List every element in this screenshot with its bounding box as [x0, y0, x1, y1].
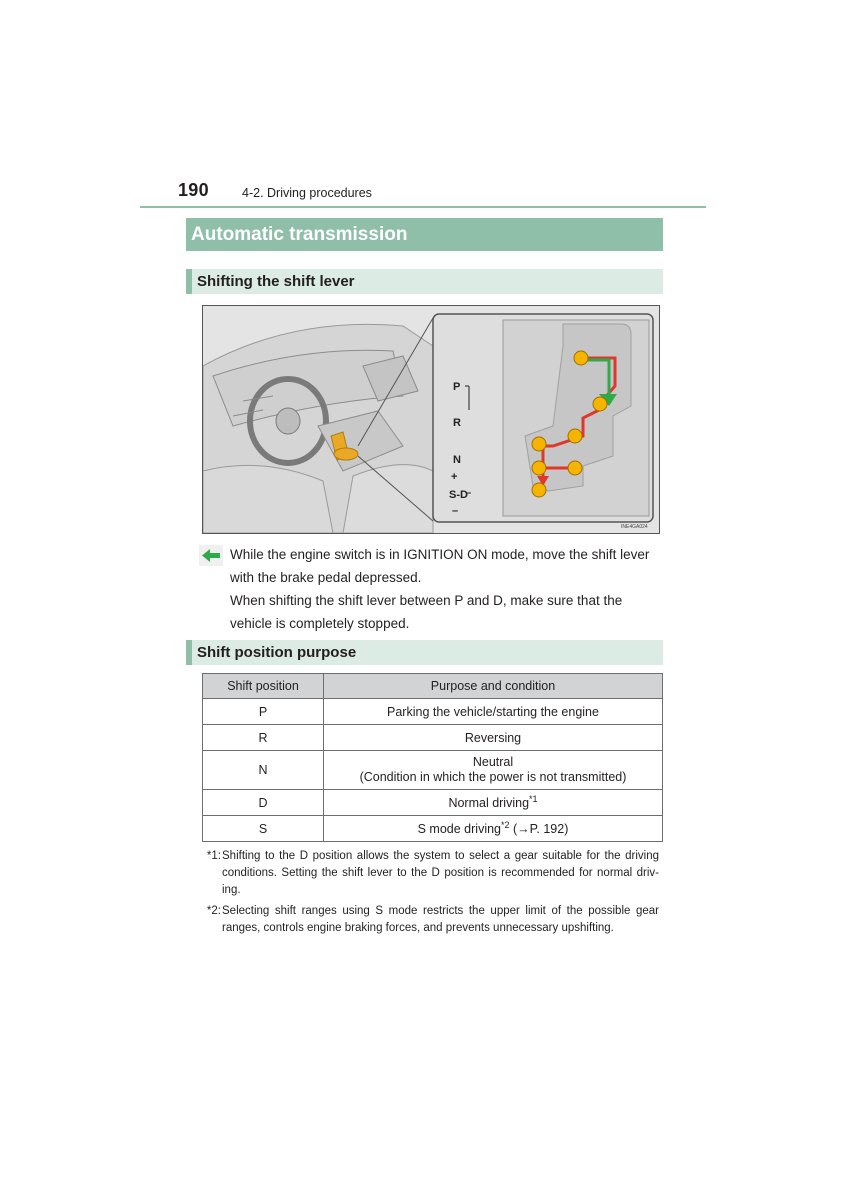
footnote-marker: *1	[529, 793, 538, 804]
table-header-purpose: Purpose and condition	[324, 674, 663, 699]
gate-label-minus: –	[452, 505, 459, 517]
purpose-text-line2: (Condition in which the power is not transmitted)	[359, 770, 627, 784]
purpose-cell	[324, 751, 663, 790]
page-reference-link[interactable]: (→P. 192)	[513, 821, 569, 836]
footnote-label-2: *2:	[206, 905, 221, 917]
table-row	[203, 790, 663, 816]
footnote-label-1: *1:	[206, 850, 221, 862]
position-cell: S	[203, 816, 324, 842]
footnote-marker: *2	[501, 819, 510, 830]
purpose-cell	[324, 790, 663, 816]
position-cell: N	[203, 751, 324, 790]
gate-label-p: P	[453, 381, 461, 393]
gate-label-n: N	[453, 454, 461, 466]
purpose-text: Neutral	[472, 755, 514, 769]
purpose-cell: Reversing	[324, 725, 663, 751]
page-number: 190	[178, 180, 209, 200]
footnote-text-1: Shifting to the D position allows the system to select a gear suitable for the driving conditions. Setting the shift lever to the D position is recommended for normal driv-ing.	[222, 850, 659, 896]
header-rule	[140, 206, 706, 208]
purpose-text: Normal driving	[448, 795, 530, 810]
green-left-arrow-icon	[199, 545, 223, 566]
page-title: Automatic transmission	[186, 218, 663, 251]
table-header-row	[203, 674, 663, 699]
section-heading-shifting: Shifting the shift lever	[186, 269, 663, 294]
illustration-code: INE4GA024	[621, 524, 648, 530]
table-row	[203, 816, 663, 842]
position-cell: R	[203, 725, 324, 751]
section-reference: 4-2. Driving procedures	[242, 186, 372, 200]
instruction-text-1: While the engine switch is in IGNITION ON mode, move the shift lever with the brake pedal depressed.	[230, 547, 650, 585]
table-header-position: Shift position	[203, 674, 324, 699]
instruction-text-2: When shifting the shift lever between P and D, make sure that the vehicle is completely stopped.	[230, 593, 623, 631]
footnote-text-2: Selecting shift ranges using S mode restricts the upper limit of the possible gear ranges, controls engine braking forces, and prevents unnecessary upshifting.	[222, 905, 659, 934]
position-cell: D	[203, 790, 324, 816]
table-row	[203, 725, 663, 751]
shift-position-table	[202, 673, 663, 842]
section-heading-purpose: Shift position purpose	[186, 640, 663, 665]
gate-label-plus: +	[451, 471, 458, 483]
table-row	[203, 751, 663, 790]
table-row	[203, 699, 663, 725]
purpose-cell: Parking the vehicle/starting the engine	[324, 699, 663, 725]
gate-label-sd: S-D	[449, 489, 468, 501]
purpose-text: S mode driving	[417, 821, 501, 836]
gate-label-r: R	[453, 417, 461, 429]
purpose-cell	[324, 816, 663, 842]
position-cell: P	[203, 699, 324, 725]
car-interior-drawing	[203, 306, 659, 533]
shift-lever-illustration	[202, 305, 660, 534]
